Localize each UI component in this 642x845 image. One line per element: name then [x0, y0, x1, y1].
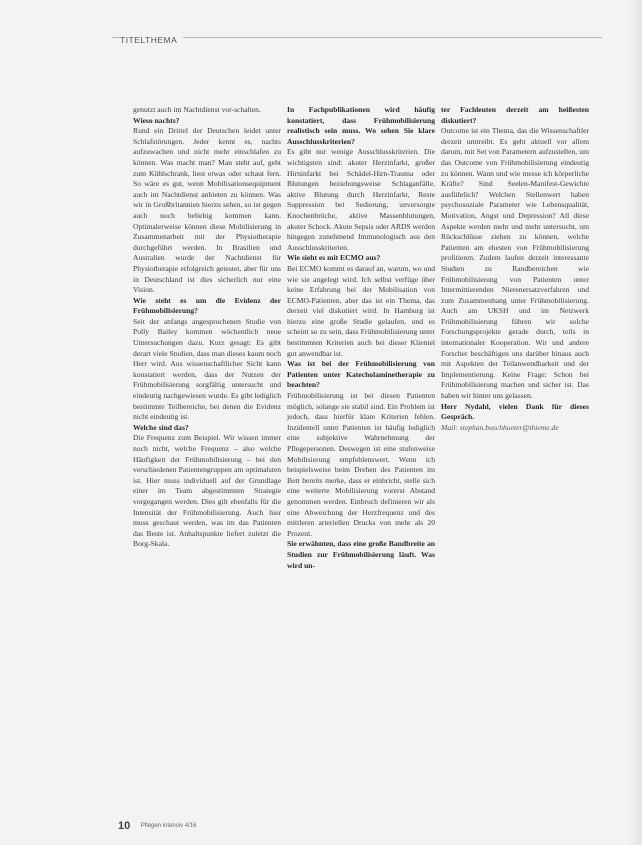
article-column-3	[441, 105, 589, 433]
interview-question: Sie erwähnten, dass eine große Bandbreite an Studien zur Frühmobilisierung läuft. Was wird un-	[287, 539, 435, 570]
interview-question: In Fachpublikationen wird häufig konstatiert, dass Frühmobilisierung realistisch sein muss. Wo sehen Sie klare Ausschlusskriterien?	[287, 105, 435, 146]
answer-paragraph: Bei ECMO kommt es darauf an, warum, wo und wie sie angelegt wird. Ich selbst verfüge über keine Erfahrung bei der Mobilisation von ECMO-Patienten, aber das ist ein Thema, das derzeit viel diskutiert wird. In Hamburg ist hierzu eine große Studie gelaufen, und es scheint so zu sein, dass Frühmobilisierung unter bestimmten Kriterien auch bei dieser Klientel gut anwendbar ist.	[287, 263, 435, 358]
answer-paragraph: Die Frequenz zum Beispiel. Wir wissen immer noch nicht, welche Frequenz – also welche Häufigkeit der Frühmobilisierung – bei den verschiedenen Patientengruppen am optimalsten ist. Hier muss individuell auf der Grundlage einer im Team abgestimmten Strategie vorgegangen werden. Dies gilt ebenfalls für die Intensität der Frühmobilisierung. Auch hier muss geschaut werden, was im das Patienten das Beste ist. Anhaltspunkte liefert zuletzt die Borg-Skala.	[133, 433, 281, 549]
page-footer	[118, 817, 196, 835]
article-column-2	[287, 105, 435, 571]
interview-question: Was ist bei der Frühmobilisierung von Patienten unter Katecholaminetherapie zu beachten?	[287, 359, 435, 390]
section-label: TITELTHEMA	[120, 35, 183, 45]
publication-name: Pflegen intensiv 4/16	[140, 822, 197, 829]
interview-question: Wie steht es um die Evidenz der Frühmobilisierung?	[133, 295, 281, 316]
page-number: 10	[118, 819, 131, 832]
answer-paragraph: Es gibt nur wenige Ausschlusskriterien. Die wichtigsten sind: akuter Herzinfarkt, großer Hirninfarkt bei Schädel-Hirn-Trauma oder Blutungen beziehungsweise Schlaganfälle, aktive Blutung durch Herzinfarkt, Reste Suppression bei Sedierung, unversorgte Knochenbrüche, aktive Massenblutungen, akuter Schock. Akute Sepsis oder ARDS werden hingegen zunehmend Immunologisch aus den Ausschlusskriterien.	[287, 147, 435, 252]
answer-paragraph: Frühmobilisierung ist bei diesen Patienten möglich, solange sie stabil sind. Ein Problem ist jedoch, dass hierfür klare Kriterien fehlen. Inzidentell unter Patienten ist häufig lediglich eine subjektive Wahrnehmung der Pflegepersonen. Deswegen ist eine stufenweise Mobilisierung empfehlenswert. Wenn ich beispielsweise beim Drehen des Patienten im Bett bereits merke, dass er einbricht, stelle sich eine weiterte Mobilisierung vorerst Abstand genommen werden. Einbruch definieren wir als eine Abweichung der Herzfrequenz und des mittleren arteriellen Drucks von mehr als 20 Prozent.	[287, 391, 435, 538]
page-shadow	[628, 0, 642, 845]
answer-paragraph: Rund ein Drittel der Deutschen leidet unter Schlafstörungen. Jeder kennt es, nachts aufzuwachen und nicht mehr einschlafen zu können. Was macht man? Man steht auf, geht zum Kühlschrank, liest etwas oder schaut fern. So wäre es gut, wenn Mobilisationsequipment auch im Nachtdienst anbieten zu können. Was wir in Großbritannien hierzu sehen, so ist gegen auch noch beliebig kommen kann. Optimalerweise können diese Mobilisierung in Zusammenarbeit mit der Physiotherapie durchgeführt werden. In Brasilien und Australien wurde der Nachtdienst für Physiotherapie erfolgreich getestet, aber für uns in Deutschland ist dies sicherlich nur eine Vision.	[133, 126, 281, 295]
header-rule	[112, 37, 602, 38]
answer-paragraph: Seit der anfangs angesprochenen Studie von Polly Bailey kommen wöchentlich neue Untersuchungen dazu. Kurz gesagt: Es gibt derart viele Studien, dass man dieses kaum noch Herr wird. Aus wissenschaftlicher Sicht kann konstatiert werden, dass der Nutzen der Frühmobilisierung sorgfältig untersucht und eindeutig nachgewiesen wurde. Es gibt lediglich bestimmte Teilbereiche, bei denen die Evidenz nicht eindeutig ist.	[133, 316, 281, 422]
author-email: Mail: stephan.buschhueter@thieme.de	[441, 422, 559, 432]
interview-question: Wie sieht es mit ECMO aus?	[287, 253, 381, 263]
interview-question: Welche sind das?	[133, 422, 189, 432]
answer-paragraph: genutzt auch im Nachtdienst vor-schalten.	[133, 105, 261, 114]
article-column-1	[133, 105, 281, 550]
interview-question: Wieso nachts?	[133, 115, 180, 125]
interview-question: ter Fachleuten derzeit am heißesten diskutiert?	[441, 105, 589, 125]
answer-paragraph: Outcome ist ein Thema, das die Wissenschaftler derzeit umtreibt. Es geht aktuell vor allem darum, mit Set von Parametern aufzustellen, um das Outcome von Frühmobilisierung eindeutig zu können. Wann und wie messe ich körperliche Kräfte? Sind Seelen-Manifest-Gewichte ausführlich? Welchen Stellenwert haben psychosoziale Parameter wie Lebensqualität, Motivation, Angst und Depression? All diese Aspekte werden mehr und mehr untersucht, um Rückschlüsse ziehen zu können, welche Patienten am ehesten von Frühmobilisierung profitieren. Zudem laufen derzeit interessante Studien zu Randbereichen wie Frühmobilisierung von Patienten unter Intermittierenden Nierenersatzverfahren und zum Zusammenhang unter Frühmobilisierung. Auch am UKSH und im Netzwerk Frühmobilisierung führen wir solche Forschungsprojekte gerade durch, teils in internationaler Kooperation. Wir und andere Forscher beschäftigen uns darüber hinaus auch mit Aspekten der Teilanwendbarkeit und der Implementierung. Keine Frage: Schon bei Frühmobilisierung machen und sicher ist. Das haben wir hinter uns gelassen.	[441, 126, 589, 401]
interview-question: Herr Nydahl, vielen Dank für dieses Gespräch.	[441, 401, 589, 422]
